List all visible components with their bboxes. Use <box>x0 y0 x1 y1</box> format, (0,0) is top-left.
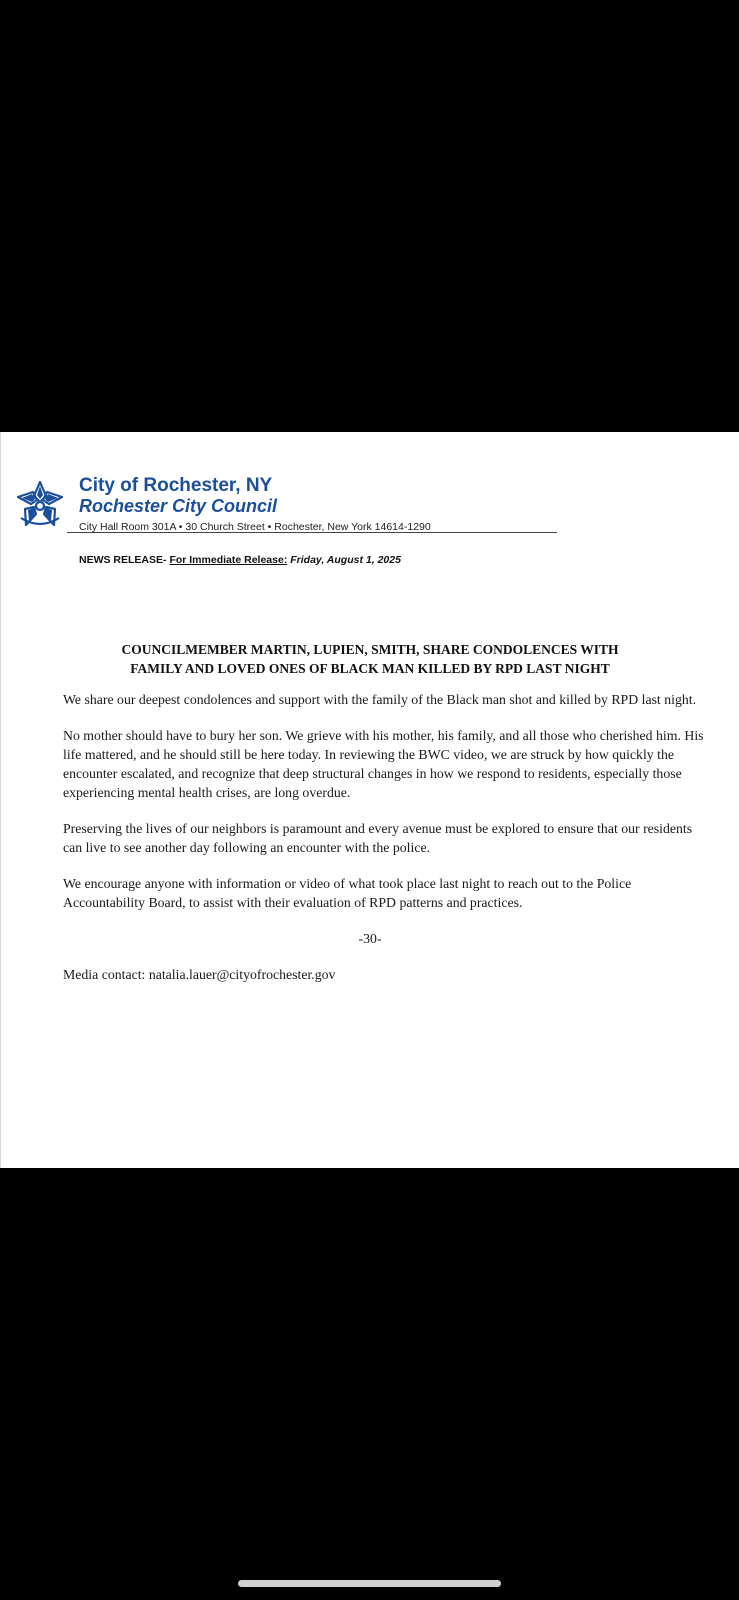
news-release-line <box>79 554 401 566</box>
paragraph-condolences: We share our deepest condolences and support with the family of the Black man shot and killed by RPD last night. <box>63 692 697 707</box>
council-name: Rochester City Council <box>79 496 278 516</box>
letterhead-text <box>79 476 569 533</box>
release-body <box>63 690 713 984</box>
release-date: Friday, August 1, 2025 <box>287 554 401 566</box>
headline <box>63 640 677 678</box>
paragraph-grieve: No mother should have to bury her son. We grieve with his mother, his family, and all those who cherished him. His life mattered, and he should still be here today. In reviewing the BWC video, we are struck by how quickly the encounter escalated, and recognize that deep structural changes in how we respond to residents, especially those experiencing mental health crises, are long overdue. <box>63 728 704 800</box>
home-indicator[interactable] <box>238 1580 501 1587</box>
headline-line-1: COUNCILMEMBER MARTIN, LUPIEN, SMITH, SHARE CONDOLENCES WITH <box>121 642 619 657</box>
letterhead-divider <box>67 532 557 533</box>
media-contact: Media contact: natalia.lauer@cityofrochester.gov <box>63 967 336 982</box>
release-label: NEWS RELEASE- <box>79 554 170 566</box>
end-mark: -30- <box>358 931 382 946</box>
paragraph-preserving: Preserving the lives of our neighbors is paramount and every avenue must be explored to ensure that our residents can live to see another day following an encounter with the police. <box>63 821 693 855</box>
rochester-flower-logo-icon <box>13 478 67 532</box>
release-subtype: For Immediate Release: <box>169 554 288 566</box>
address-line: City Hall Room 301A • 30 Church Street • Rochester, New York 14614-1290 <box>79 521 431 533</box>
headline-line-2: FAMILY AND LOVED ONES OF BLACK MAN KILLED BY RPD LAST NIGHT <box>130 661 610 676</box>
paragraph-encourage: We encourage anyone with information or video of what took place last night to reach out to the Police Accountability Board, to assist with their evaluation of RPD patterns and practices. <box>63 876 632 910</box>
press-release-document <box>0 432 739 1168</box>
org-name: City of Rochester, NY <box>79 475 273 496</box>
